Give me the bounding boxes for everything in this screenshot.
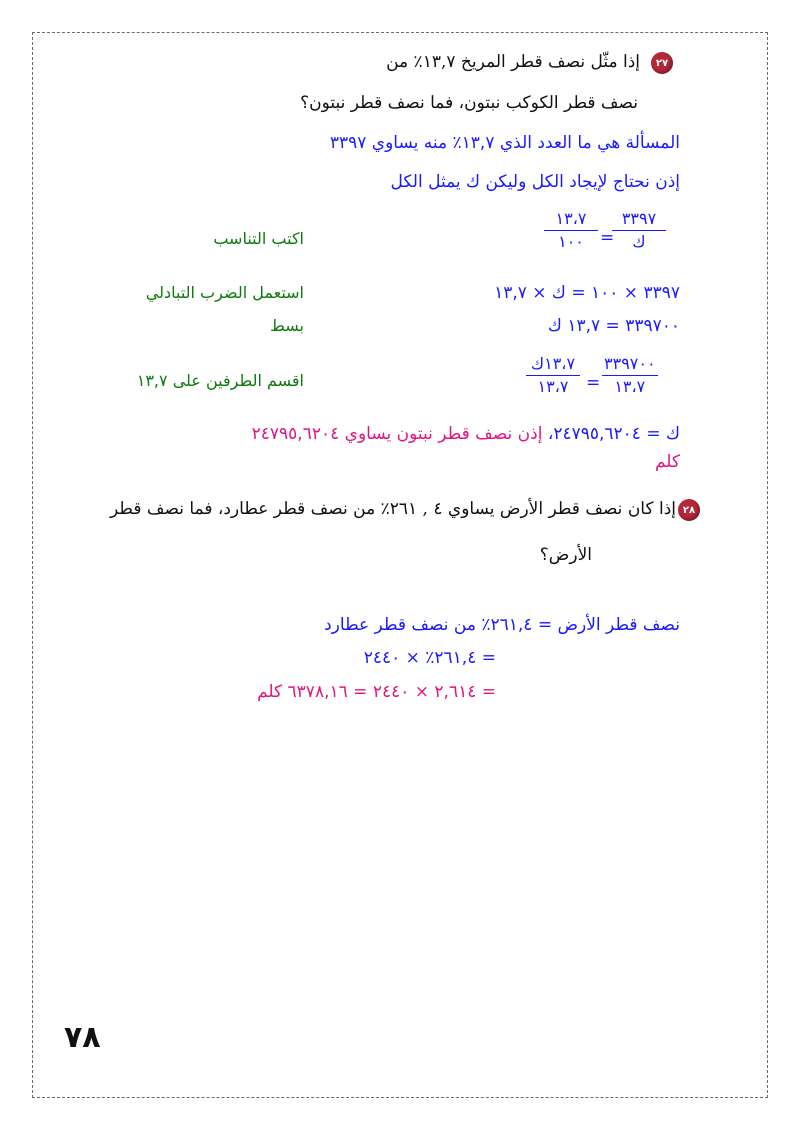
p27-step1-left-fraction [612,209,666,252]
problem-27-number: ٢٧ [655,57,669,69]
fraction-numerator: ٣٣٩٧٠٠ [602,354,658,376]
equals-sign: = [600,228,615,248]
p27-step1-right-fraction [544,209,598,252]
p27-step3-note: بسط [270,316,304,335]
p28-solution-line1: نصف قطر الأرض = ٢٦١,٤٪ من نصف قطر عطارد [324,615,680,635]
p27-step4-right-fraction [526,354,580,397]
fraction-numerator: ١٣،٧ك [526,354,580,376]
p27-step2-expression: ٣٣٩٧ × ١٠٠ = ك × ١٣,٧ [494,283,680,303]
p27-result-value: ك = ٢٤٧٩٥,٦٢٠٤، [547,424,680,444]
problem-27-text-line2: نصف قطر الكوكب نبتون، فما نصف قطر نبتون؟ [300,93,638,113]
fraction-denominator: ك [632,232,646,251]
p27-step4-left-fraction [602,354,658,397]
problem-28-text-line1: إذا كان نصف قطر الأرض يساوي ٤ , ٢٦١٪ من نصف قطر عطارد، فما نصف قطر [110,499,676,519]
p28-solution-line3: = ٢,٦١٤ × ٢٤٤٠ = ٦٣٧٨,١٦ كلم [257,682,496,702]
fraction-denominator: ١٣،٧ [614,377,646,396]
fraction-denominator: ١٣،٧ [537,377,569,396]
p28-solution-line2: = ٢٦١,٤٪ × ٢٤٤٠ [363,648,496,668]
p27-result-statement: إذن نصف قطر نبتون يساوي ٢٤٧٩٥,٦٢٠٤ [251,424,543,444]
fraction-numerator: ٣٣٩٧ [612,209,666,231]
problem-28-number: ٢٨ [682,504,696,516]
problem-28-text-line2: الأرض؟ [539,545,592,565]
p27-step4-note: اقسم الطرفين على ١٣,٧ [136,371,304,390]
problem-28-badge [678,499,700,521]
p27-result-unit: كلم [654,452,680,472]
problem-27-badge [651,52,673,74]
page-number: ٧٨ [64,1020,101,1055]
p27-step1-note: اكتب التناسب [213,229,304,248]
p27-step3-expression: ٣٣٩٧٠٠ = ١٣,٧ ك [547,316,680,336]
problem-27-text-line1: إذا مثّل نصف قطر المريخ ١٣,٧٪ من [386,52,640,72]
fraction-numerator: ١٣،٧ [544,209,598,231]
p27-step2-note: استعمل الضرب التبادلي [145,283,304,302]
equals-sign: = [586,373,601,393]
fraction-denominator: ١٠٠ [558,232,584,251]
p27-solution-line1: المسألة هي ما العدد الذي ١٣,٧٪ منه يساوي ٣٣٩٧ [329,133,680,153]
p27-solution-line2: إذن نحتاج لإيجاد الكل وليكن ك يمثل الكل [390,172,680,192]
p27-result-line [252,424,680,444]
